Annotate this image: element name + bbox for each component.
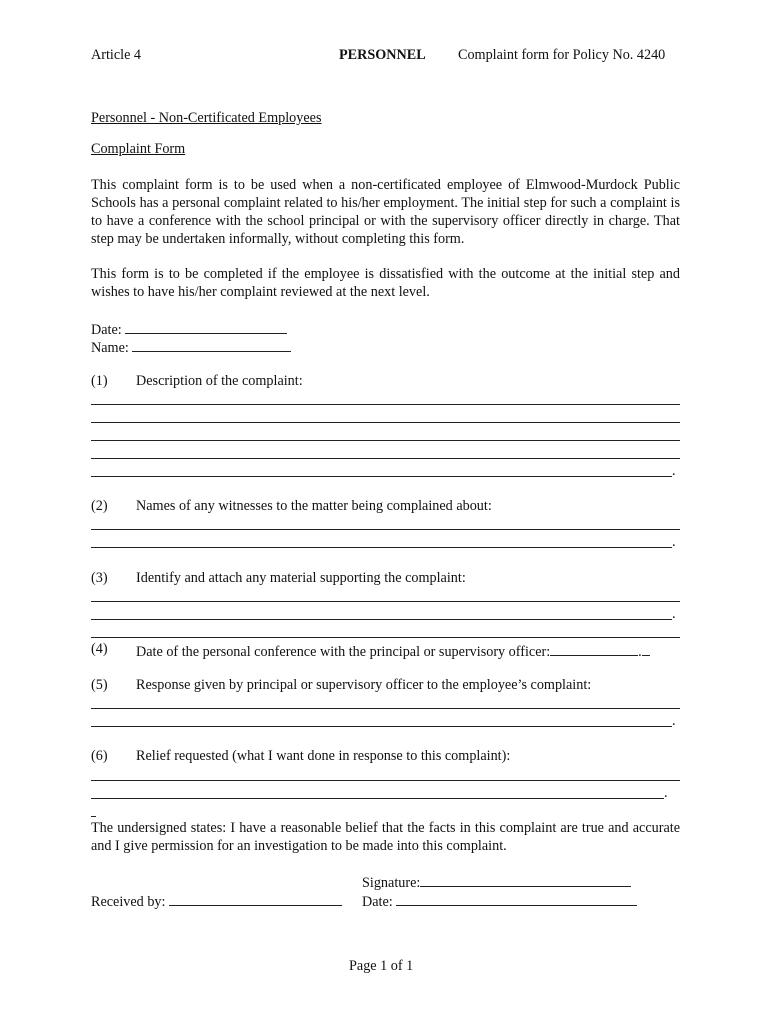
received-by-label: Received by: [91,894,166,910]
signature-input[interactable] [420,872,631,887]
answer-line[interactable] [91,798,664,799]
signature-label: Signature: [362,875,421,891]
question-4-number: (4) [91,641,108,657]
signature-date-field [362,891,637,911]
line-period: . [672,606,676,622]
statement-paragraph: The undersigned states: I have a reasonable belief that the facts in this complaint are true and accurate and I give permission for an investigation to be made into this complaint. [91,820,680,854]
answer-line[interactable] [91,404,680,405]
section-title: PERSONNEL [339,47,426,63]
page-number: Page 1 of 1 [349,958,414,974]
name-field [91,337,291,357]
subtitle: Personnel - Non-Certificated Employees [91,110,322,126]
answer-line[interactable] [91,476,672,477]
line-period: . [664,785,668,801]
answer-line[interactable] [91,637,680,638]
question-6-text: Relief requested (what I want done in response to this complaint): [136,748,511,764]
policy-label: Complaint form for Policy No. 4240 [458,47,666,63]
signature-date-input[interactable] [396,891,637,906]
line-period: . [638,644,642,660]
stray-underscore [91,816,96,817]
name-label: Name: [91,340,129,356]
answer-line[interactable] [91,440,680,441]
signature-date-label: Date: [362,894,393,910]
signature-field [362,872,631,892]
answer-line[interactable] [91,780,680,781]
question-2-text: Names of any witnesses to the matter being complained about: [136,498,492,514]
question-5-text: Response given by principal or supervisory officer to the employee’s complaint: [136,677,592,693]
received-by-field [91,891,342,911]
answer-line[interactable] [91,422,680,423]
line-period: . [672,713,676,729]
line-period: . [672,534,676,550]
date-field [91,319,287,339]
answer-line[interactable] [91,601,680,602]
question-3-number: (3) [91,570,108,586]
form-title: Complaint Form [91,141,186,157]
answer-line[interactable] [91,726,672,727]
question-2-number: (2) [91,498,108,514]
trailing-blank [642,641,650,656]
question-4-text: Date of the personal conference with the principal or supervisory officer: [136,644,551,660]
conference-date-input[interactable] [550,641,638,656]
answer-line[interactable] [91,458,680,459]
answer-line[interactable] [91,547,672,548]
question-4-field [136,641,650,661]
question-6-number: (6) [91,748,108,764]
article-label: Article 4 [91,47,142,63]
name-input[interactable] [132,337,291,352]
answer-line[interactable] [91,708,680,709]
intro-paragraph-1: This complaint form is to be used when a non-certificated employee of Elmwood-Murdock Public Schools has a personal complaint related to his/her employment. The initial step for such a complaint is to have a conference with the school principal or with the supervisory officer directly in charge. That step may be undertaken informally, without completing this form. [91,177,680,247]
date-label: Date: [91,322,122,338]
question-5-number: (5) [91,677,108,693]
question-1-number: (1) [91,373,108,389]
question-3-text: Identify and attach any material supporting the complaint: [136,570,466,586]
received-by-input[interactable] [169,891,342,906]
intro-paragraph-2: This form is to be completed if the employee is dissatisfied with the outcome at the initial step and wishes to have his/her complaint reviewed at the next level. [91,266,680,300]
date-input[interactable] [125,319,287,334]
question-1-text: Description of the complaint: [136,373,303,389]
answer-line[interactable] [91,529,680,530]
answer-line[interactable] [91,619,672,620]
line-period: . [672,463,676,479]
